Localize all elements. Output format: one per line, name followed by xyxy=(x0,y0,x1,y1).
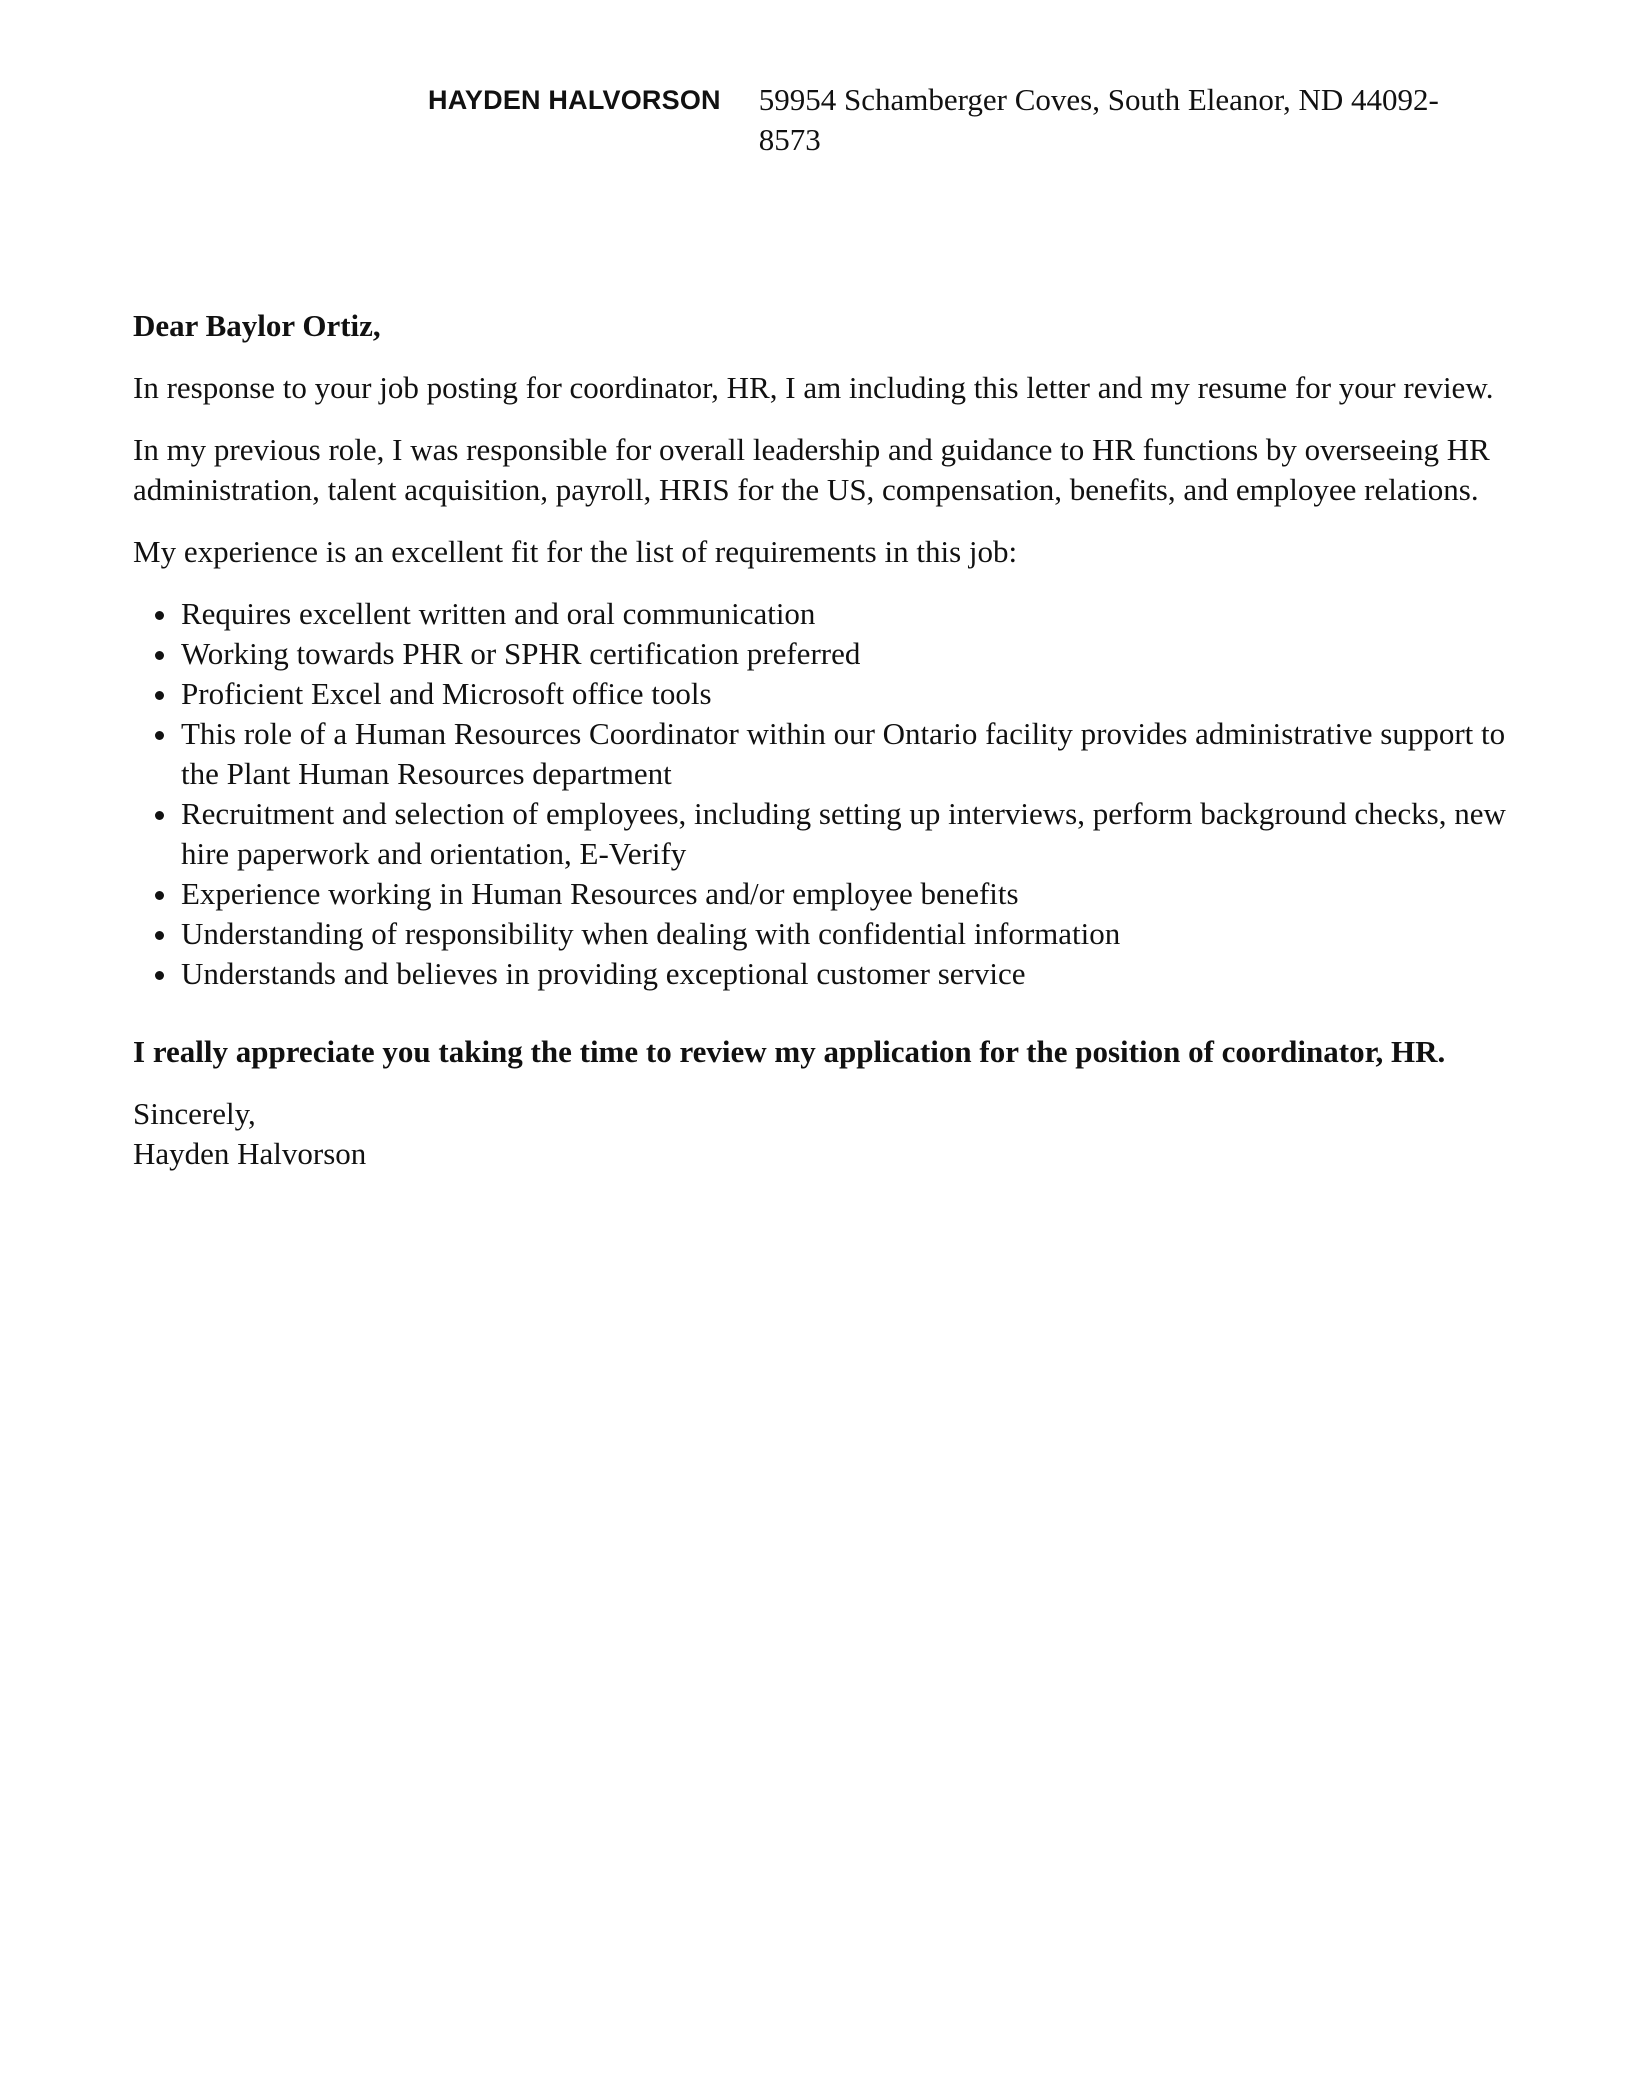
list-item: Proficient Excel and Microsoft office tools xyxy=(181,674,1509,714)
closing-statement: I really appreciate you taking the time to review my application for the position of coordinator, HR. xyxy=(133,1034,1446,1069)
list-item: Requires excellent written and oral communication xyxy=(181,594,1509,634)
signoff: Sincerely, xyxy=(133,1096,256,1131)
salutation: Dear Baylor Ortiz, xyxy=(133,308,381,343)
paragraph-intro: In response to your job posting for coordinator, HR, I am including this letter and my resume for your review. xyxy=(133,370,1494,405)
list-item: This role of a Human Resources Coordinator within our Ontario facility provides administrative support to the Plant Human Resources department xyxy=(181,714,1509,794)
signature-name: Hayden Halvorson xyxy=(133,1136,367,1171)
letter-header xyxy=(428,80,1508,160)
list-item: Understands and believes in providing exceptional customer service xyxy=(181,954,1509,994)
list-item: Understanding of responsibility when dealing with confidential information xyxy=(181,914,1509,954)
paragraph-experience: In my previous role, I was responsible for overall leadership and guidance to HR functions by overseeing HR administration, talent acquisition, payroll, HRIS for the US, compensation, benefits, and employee relations. xyxy=(133,432,1490,507)
signoff-block xyxy=(133,1094,1509,1174)
paragraph-requirements-lead: My experience is an excellent fit for the list of requirements in this job: xyxy=(133,534,1018,569)
letter-body xyxy=(133,306,1509,1174)
sender-address: 59954 Schamberger Coves, South Eleanor, ND 44092-8573 xyxy=(758,82,1439,157)
sender-name: HAYDEN HALVORSON xyxy=(428,85,721,115)
list-item: Working towards PHR or SPHR certification preferred xyxy=(181,634,1509,674)
requirements-list xyxy=(133,594,1509,994)
list-item: Recruitment and selection of employees, including setting up interviews, perform background checks, new hire paperwork and orientation, E-Verify xyxy=(181,794,1509,874)
list-item: Experience working in Human Resources and/or employee benefits xyxy=(181,874,1509,914)
